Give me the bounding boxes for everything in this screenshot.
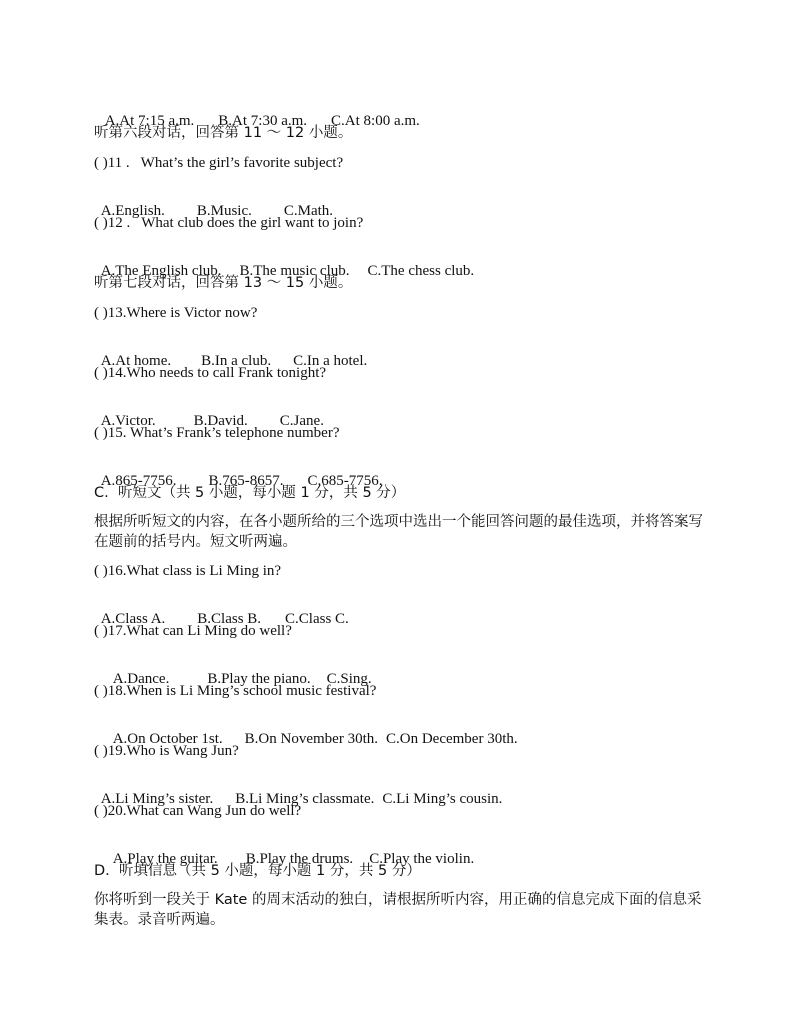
q19-option-a: A.Li Ming’s sister. [100,791,214,807]
question-11: ( )11 . What’s the girl’s favorite subject? [94,155,344,171]
question-20: ( )20.What can Wang Jun do well? [94,803,302,819]
q13-option-a: A.At home. [100,353,172,369]
q14-option-b: B.David. [193,413,248,429]
section6-header: 听第六段对话，回答第 11 ～ 12 小题。 [94,125,353,141]
q10-option-c: C.At 8:00 a.m. [331,113,420,129]
q12-option-a: A.The English club. [100,263,222,279]
question-16: ( )16.What class is Li Ming in? [94,563,282,579]
q12-option-c: C.The chess club. [367,263,475,279]
q17-option-b: B.Play the piano. [207,671,311,687]
q11-option-c: C.Math. [283,203,334,219]
q20-option-a: A.Play the guitar. [112,851,218,867]
q12-option-b: B.The music club. [239,263,350,279]
q16-option-c: C.Class C. [285,611,349,627]
q13-option-c: C.In a hotel. [293,353,368,369]
question-19: ( )19.Who is Wang Jun? [94,743,239,759]
q20-option-b: B.Play the drums. [245,851,354,867]
q16-option-b: B.Class B. [197,611,262,627]
part-c-header: C. 听短文（共 5 小题，每小题 1 分，共 5 分） [94,485,406,501]
q19-option-b: B.Li Ming’s classmate. [235,791,375,807]
q11-option-b: B.Music. [196,203,252,219]
q18-option-c: C.On December 30th. [386,731,518,747]
q11-option-a: A.English. [100,203,165,219]
question-12: ( )12 . What club does the girl want to join? [94,215,364,231]
q15-option-c: C.685-7756. [307,473,383,489]
question-13: ( )13.Where is Victor now? [94,305,258,321]
q18-option-a: A.On October 1st. [112,731,223,747]
q17-option-c: C.Sing. [326,671,372,687]
question-15: ( )15. What’s Frank’s telephone number? [94,425,340,441]
q10-option-a: A.At 7:15 a.m. [104,113,195,129]
question-17: ( )17.What can Li Ming do well? [94,623,292,639]
part-d-instructions: 你将听到一段关于 Kate 的周末活动的独白，请根据所听内容，用正确的信息完成下面的信息采集表。录音听两遍。 [94,892,702,928]
q16-option-a: A.Class A. [100,611,166,627]
q14-option-c: C.Jane. [279,413,324,429]
part-c-instructions: 根据所听短文的内容，在各小题所给的三个选项中选出一个能回答问题的最佳选项，并将答案写在题前的括号内。短文听两遍。 [94,514,703,550]
question-14: ( )14.Who needs to call Frank tonight? [94,365,327,381]
q13-option-b: B.In a club. [201,353,272,369]
section7-header: 听第七段对话，回答第 13 ～ 15 小题。 [94,275,353,291]
q17-option-a: A.Dance. [112,671,170,687]
q20-option-c: C.Play the violin. [369,851,475,867]
q10-option-b: B.At 7:30 a.m. [218,113,308,129]
q14-option-a: A.Victor. [100,413,156,429]
part-d-header: D. 听填信息（共 5 小题，每小题 1 分，共 5 分） [94,863,421,879]
q19-option-c: C.Li Ming’s cousin. [382,791,503,807]
q15-option-b: B.765-8657. [208,473,284,489]
question-18: ( )18.When is Li Ming’s school music festival? [94,683,377,699]
q15-option-a: A.865-7756. [100,473,177,489]
q18-option-b: B.On November 30th. [244,731,378,747]
